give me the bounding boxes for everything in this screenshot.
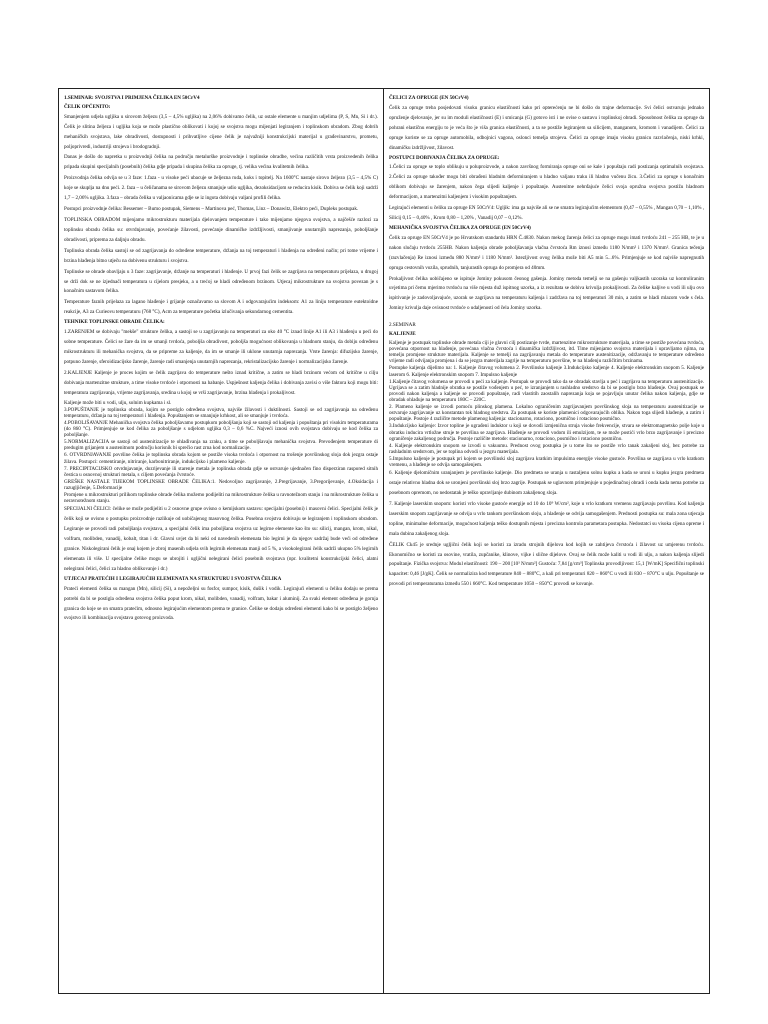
right-paragraph: 7. Kaljenje laserskim snopom: koristi vrlo visoke gustoće energije od 10 do 10⁹ W/cm², koje u vrlo kratkom vremenu zagrijavaju površinu. Kod kaljenja laserskim snopom zagrijavanje se odvija u vrlo tankom površinskom sloju, a hlađenje se odvija samogašenjem. Prednosti postupka su: mala zona utjecaja topline, minimalne deformacije, mogućnost kaljenja teško dostupnih mjesta i precizna kontrola parametara postupka. Nedostatci su visoka cijena opreme i mala dubina zakaljenog sloja. xyxy=(389,500,704,537)
right-paragraph: Kaljenje je postupak toplinske obrade metala ciji je glavni cilj postizanje tvrde, martenzitne mikrostrukture materijala, a time se postiže povećana tvrdoća, povećana otpornost na hlađenje, povećana vlačna čvrstoća i dinamička izdržljivost, itd. Time mijenjamo svojstva materijala i upravljamo njima, na temelju promjene strukture materijala. Kaljenje se temelji na zagrijavanju metala do temperature austenitizacije, održavanju te temperature određeno vrijeme radi odvijanja promjena i da se jezgra materijala zagrije na temperaturu površine, te na hlađenju različitim brzinama. xyxy=(389,339,704,365)
left-paragraph: Toplinska obrada čelika sastoji se od zagrijavanja do određene temperature, držanja na toj temperaturi i hlađenja na određeni način; pri tome vrijeme i brzina hlađenja bitno utječu na dobivenu strukturu i svojstva. xyxy=(64,247,378,264)
left-heading: ČELIK OPĆENITO: xyxy=(64,103,111,110)
left-paragraph: Prateći elementi čelika su mangan (Mn), silicij (Si), a nepoželjni su fosfor, sumpor, kisik, dušik i vodik. Legirajući elementi u čeliku dodaju se prema potrebi da bi se postigla određena svojstva čelika poput krom, nikal, molibden, vanadij, volfram, bakar i aluminij. Za svaki element određena je gornja granica do koje se on smatra pratećim, odnosno legirajućim elementom prema te granice. Čelike se dodaju određeni elementi kako bi se postiglo željeno svojstvo ili kombinacija svojstava gotovog proizvoda. xyxy=(64,585,378,622)
right-paragraph: Čelik za opruge treba posjedovati visoku granicu elastičnosti kako pri opterećenju ne bi došlo do trajne deformacije. Svi čelici ostvaruju jednako opruženje djelovanje, jer su im moduli elastičnosti (E) i smicanja (G) gotovo isti i ne ovise o sastavu i toplinskoj obradi. Sposobnost čelika za opruge da pohrani elastičnu energiju to je veća što je viša granica elastičnosti, a ta se postiže legiranjem sa silicijem, manganom, kromom i vanadijem. Čelici za opruge koriste se za opruge automobila, odbojnici vagona, oslonci temelja strojeva. Čelici za opruge imaju visoku granicu razvlačenja, niski krhki, dinamičku izdržljivost, žilavost. xyxy=(389,104,704,151)
left-paragraph: 7. PRECIPITACIJSKO otvrdnjavanje, dozrijevanje ili starenje metala je toplinska obrada gdje se ostvaruje ujednačen fino disperziran raspored sitnih čestica u osnovnoj strukturi metala, s ciljem povećanja čvrstoće. xyxy=(64,465,378,478)
right-heading: POSTUPCI DOBIVANJA ČELIKA ZA OPRUGE: xyxy=(389,154,500,161)
right-heading: ČELICI ZA OPRUGE (EN 50CrV4) xyxy=(389,95,469,101)
left-heading: TEHNIKE TOPLINSKE OBRADE ČELIKA: xyxy=(64,319,165,326)
left-paragraph: Promjene u mikrostrukturi prilikom toplinske obrade čelika možemo podijeliti na mikrostrukture čelika u ravnotežnom stanju i na mikrostrukture čelika u neravnotežnom stanju. xyxy=(64,492,378,505)
left-paragraph: 5.NORMALIZACIJA se sastoji od austenitizacije te ohlađivanja na zraku, a time se poboljšavaju mehanička svojstva. Prevođenjem temperature di predugim grijanjem u austenitnom području korisnik bi sprečio rast zrna kod normalizacije. xyxy=(64,439,378,452)
right-paragraph: 2.SEMINAR xyxy=(389,322,416,329)
left-paragraph: 2.KALJENJE Kaljenje je proces kojim se čelik zagrijava do temperature nešto iznad kritične, a zatim se hladi brzinom većom od kritične u cilju dobivanja martenzitne strukture, a time visoke tvrdoće i otpornosti na habanje. Uspješnost kaljenja čelika i dobivanja zavisi o više faktora koji mogu biti: temperatura zagrijavanja, vrijeme zagrijavanja, sredina u kojoj se vrši zagrijavanje, brzina hlađenja i prokaljivost. xyxy=(64,369,378,396)
left-paragraph: Temperature faznih prijelaza za lagano hlađenje i grijanje označavamo sa slovom A i odgovarajućim indeksom: A1 za liniju temperature eutektoidne reakcije, A3 za Curieovu temperaturu (768 °C), Acm za temperature početka izlučivanja sekundarnog cementita. xyxy=(64,299,378,316)
right-paragraph: Prokaljivost čelika uobičajeno se ispituje Jominy pokusom čeonog gašenja. Jominy metoda temelji se na gašenju valjkastih uzoraka uz kontroliranim uvjetima pri čemu mjerimo tvrdoću na više mjesta duž ispitnog uzorka, a iz rezultata se dobiva krivulja prokaljivosti. Za čelike kaljive u vodi ili ulju ovo ispitivanje je zadovoljavajuće, uzorak se zagrijava na temperaturu kaljenja i zadržava na toj temperaturi 30 min, a zatim se hladi mlazom vode s čela. Jominy krivulja daje ovisnost tvrdoće o udaljenosti od čela Jominy uzorka. xyxy=(389,275,704,312)
right-paragraph: ČELIK Ck45 je srednje ugljični čelik koji se koristi za izradu strojnih dijelova kod kojih se zahtijeva čvrstoća i žilavost uz umjerenu tvrdoću. Ekonomično se koristi za osovine, vratila, zupčanike, klinove, vijke i slične dijelove. Ovaj se čelik može kaliti u vodi ili ulju, a nakon kaljenja slijedi popuštanje. Fizička svojstva: Modul elastičnosti: 190 – 200 [10³ N/mm²] Gustoća: 7,84 [g/cm³] Toplinska provodljivost: 15,1 [W/mK] Specifični toplinski kapacitet: 0,46 [J/gK]. Čelik se normalizira kod temperature 840 – 880°C, a kali pri temperaturi 820 – 860°C u vodi ili 830 – 870°C u ulju. Popuštanje se provodi pri temperaturama između 550 i 660°C. Kod temperature 1050 – 850°C provodi se kovanje. xyxy=(389,541,704,588)
right-paragraph: Legirajući elementi u čeliku za opruge EN 50CrV4: Ugljik: ima ga najviše ali se ne smatra legirajućim elementom (0,47 – 0,55% , Mangan 0,70 – 1,10% , Silicij 0,15 – 0,40% , Krom 0,80 – 1,20% , Vanadij 0,07 – 0,12%. xyxy=(389,205,704,221)
left-paragraph: Kaljenje može biti u vodi, ulju, solnim kupkama i sl. xyxy=(64,399,172,406)
left-paragraph: 1.ZARENJEM se dobivaju "mekše" strukture čelika, a sastoji se u zagrijavanju na temperaturi za oko 40 °C iznad linije A1 ili A3 i hlađenju u peći do sobne temperature. Čelici se žare da im se smanji tvrdoća, poboljša obradivost, poboljša mogućnost oblikovanja u hladnom stanju, da dobiju određenu mikrostrukturu ili mehanička svojstva, da se pripreme za kaljenje, da im se smanje ili uklone unutarnja naprezanja. Vrste žarenja: difuzijsko žarenje, potpuno žarenje, sferoidizacijsko žarenje, žarenje radi smanjenja unutarnjih naprezanja, rekristalizacijsko žarenje i normalizacijsko žarenje. xyxy=(64,329,378,365)
right-spacer xyxy=(389,315,704,322)
left-paragraph: TOPLINSKA OBRADOM mijenjamo mikrostrukturu materijala djelovanjem temperature i tako mijenjamo njegova svojstva, a najčešće razlozi za toplinsku obradu čelika su: otvrdnjavanje, povećanje žilavosti, povećanje dinamičke izdržljivosti, smanjivanje unutarnjih naprezanja, poboljšanje obradivosti, priprema za daljnju obradu. xyxy=(64,217,378,243)
right-paragraph: 4. Kaljenje elektronskim snopom se izvodi u vakuumu. Prednost ovog postupka je u tome što se postiže vrlo tanak zakaljeni sloj, bez potrebe za rashladnim sredstvom, jer se toplina odvodi u jezgru materijala. xyxy=(389,442,704,455)
right-column xyxy=(384,89,709,993)
right-paragraph: 3.Indukcijsko kaljenje: Izvor topline je ugrađeni induktor u koji se dovodi izmjenična struja visoke frekvencije, stvara se elektromagnetsko polje koje u obratku inducira vrtložne struje te površina se zagrijava. Hlađenje se provodi vodom ili emulzijom, te se može postići vrlo brzo zagrijavanje i precizno ograničenje zakaljenog područja. Postoje različite metode: stacionarno, rotaciono, posmično i rotaciono posmično. xyxy=(389,423,704,442)
right-paragraph: 5.Impulsno kaljenje je postupak pri kojem se površinski sloj zagrijava kratkim impulsima energije visoke gustoće. Površina se zagrijava u vrlo kratkom vremenu, a hlađenje se odvija samogašenjem. xyxy=(389,455,704,469)
right-paragraph: 2. Plameno kaljenje se izvodi pomoću plinskog plamena. Lokalno ograničenim zagrijavanjem površinskog sloja na temperaturu austenitizacije se ostvaruje zagrijavanje uz konstantan tok hladnog sredstva. Za postupak se koriste plamenici odgovarajućih oblika. Nakon toga slijedi hlađenje, a zatim i popuštanje. Postoje 4 različite metode plamenog kaljenja: stacionarno, rotaciono, posmično i rotaciono posmično. xyxy=(389,404,704,423)
left-paragraph: Postupci proizvodnje čelika: Bessemer – Bumo postupak, Siemens – Martinova peć, Thomas, Linz – Donawitz, Elektro peći, Dupleks postupak. xyxy=(64,206,359,213)
left-paragraph: Toplinske se obrade obavljaju u 3 faze: zagrijavanje, držanje na temperaturi i hlađenje. U prvoj fazi čelik se zagrijava na temperaturu prijelaza, u drugoj se drži dok se ne izjednači temperatura u cijelom presjeku, a u trećoj se hladi određenom brzinom. Utjecaj mikrostrukture na svojstva povezan je s konačnim sastavom čelika. xyxy=(64,268,378,295)
right-paragraph: 1.Čelici za opruge se toplo oblikuju u poluproizvode, a nakon završnog formiranja opruge oni se kale i popuštaju radi postizanja optimalnih svojstava. 2.Čelici za opruge također mogu biti obrađeni hladnim deformiranjem u hladno valjanu traku ili hladno vučenu žicu. 3.Čelici za opruge s konačnim oblikom dobivaju se žarenjem, nakon čega slijedi kaljenje i popuštanje. Austenitne nehrđajuće čelici svoja opružna svojstva postižu hladnom deformacijom, a martenzitni kaljenjem i visokim popuštanjem. xyxy=(389,164,704,201)
left-paragraph: GREŠKE NASTALE TIJEKOM TOPLINSKE OBRADE ČELIKA:1. Nedovoljno zagrijavanje, 2.Pregrijavanje, 3.Pregorijevanje, 4.Oksidacija i razugljičenje, 5.Deformacije xyxy=(64,478,378,491)
right-heading: MEHANIČKA SVOJSTVA ČELIKA ZA OPRUGE (EN 50CrV4) xyxy=(389,224,531,231)
left-heading: 1.SEMINAR: SVOJSTVA I PRIMJENA ČELIKA EN 50CrV4 xyxy=(64,95,200,101)
right-paragraph: 1.Kaljenje čitavog volumena se provodi u peći za kaljenje. Postupak se provodi tako da se obradak stavlja u peć i zagrijava na temperaturu austenitizacije. Ugrijava se a zatim hladnije obratka se postiže vođenjem u peć, te izranjanjem u rashladno sredstvo da bi se postiglo brzo hlađenje. Ovaj postupak se provodi nakon kaljenja a kaljenje se provodi popuštanje, radi vlastitih zaostalih naprezanja koja se pojavljuju unutar čelika nakon kaljenja, gdje se obradak ohlađuje na temperaturu 180C – 220C. xyxy=(389,378,704,403)
left-heading: UTJECAJ PRATEĆIH I LEGIRAJUĆIH ELEMENATA NA STRUKTURU I SVOJSTVA ČELIKA xyxy=(64,575,282,582)
left-paragraph: 3.POPUŠTANJE je toplinska obrada, kojim se postiglo određena svojstva, najviše žilavosti i duktilnosti. Sastoji se od zagrijavanja na određenu temperaturu, držanja na toj temperaturi i hlađenja. Popuštanjem se smanjuje krhkost, ali se smanjuje i tvrdoća. xyxy=(64,406,378,419)
left-paragraph: Danas je došlo do napretka u proizvodnji čelika na području metalurške proizvodnje i toplinske obradbe, većina različitih vrsta proizvedenih čelika pripada skupini specijalnih (posebnih) čelika gdje pripada i skupina čelika za opruge, tj. velika većina kvalitetnih čelika. xyxy=(64,154,378,171)
right-paragraph: Postupke kaljenja dijelimo na: 1. Kaljenje čitavog volumena 2. Površinsko kaljenje 3.Indukcijsko kaljenje 4. Kaljenje elektronskim snopom 5. Kaljenje laserom 6. Kaljenje elektronskim snopom 7. Impulsno kaljenje xyxy=(389,365,704,378)
left-paragraph: 6. OTVRDNJAVANJE površine čelika je toplinska obrada kojom se postiže visoka tvrdoća i otpornost na trošenje površinskog sloja dok jezgra ostaje žilava. Postupci: cementiranje, nitriranje, karbonitriranje, indukcijsko i plameno kaljenje. xyxy=(64,452,378,465)
left-paragraph: 4.POBOLJŠAVANJE Mehanička svojstva čelika poboljšavamo postupkom poboljšanja koji se sastoji od kaljenja i popuštanja pri visokim temperaturama (do 860 °C). Primjenjuje se kod čelika za poboljšanje s udjelom ugljika 0,3 – 0,6 %C. Najveći iznosi ovih svojstava dobivaju se kod čelika za poboljšanje. xyxy=(64,419,378,439)
left-column xyxy=(59,89,384,993)
right-paragraph: 6. Kaljenje djelomičnim uranjanjem je površinsko kaljenje. Dio predmeta se uranja u rastaljenu solnu kupku a kada se uroni u kupku jezgra predmeta ostaje relativno hladna dok se uronjeni površinski sloj brzo zagrije. Postupak se uglavnom primjenjuje u pojedinačnoj obradi i onda kada nema potrebe za posebnom opremom, no nedostatak je teško upravljanje dubinom zakaljenog sloja. xyxy=(389,470,704,496)
left-paragraph: Smanjenjem udjela ugljika u sirovom željezu (3,5 – 4,5% ugljika) na 2,06% dobivamo čelik, uz ostale elemente u manjim udjelima (P, S, Mn, Si i dr.). Čelik je slitina željeza i ugljika koja se može plastično oblikovati i kojoj se svojstva mogu mijenjati legiranjem i toplinskom obradom. Zbog dobrih mehaničkih svojstava, lake obradivosti, dostupnosti i prihvatljive cijene čelik je najvažniji konstrukcijski materijal u građevinarstvu, prometu, poljoprivredi, industriji strojeva i brodogradnji. xyxy=(64,113,378,150)
left-paragraph: Proizvodnja čelika odvija se u 3 faze: 1.faza - u visoke peći ubacuje se željezna ruda, koks i topitelj. Na 1600°C nastaje sirovo željezo (3,5 – 4,5% C) koje se skuplja na dnu peći. 2. faza – u čeličanama se sirovom željezu smanjuje udio ugljika, dezoksidacijom se reducira kisik. Dobiva se čelik koji sadrži 1,7 – 2,06% ugljika. 3.faza – obrada čelika u valjaonicama gdje se iz ingota dobivaju valjani profili čelika. xyxy=(64,175,378,202)
right-heading: KALJENJE xyxy=(389,331,416,338)
document-page xyxy=(58,88,710,994)
left-paragraph: SPECIJALNI ČELICI: čelike se može podijeliti u 2 osnovne grupe ovisno o kemijskom sastavu: specijalni (posebni) i masovni čelici. Specijalni čelik je čelik koji se ovisno o postupku proizvodnje razlikuje od uobičajenog masovnog čelika. Posebna svojstva dobivaju se legiranjem i toplinskom obradom. Legiranje se provodi radi poboljšanja svojstava, a specijalni čelik ima poboljšana svojstva uz legirne elemente kao što su: silicij, mangan, krom, nikal, volfram, molibden, vanadij, kobalt, titan i dr. Glavni uvjet da bi neki od navedenih elemenata bio legirni je da njegov sadržaj bude veći od određene granice. Niskolegirani čelik je onaj kojem je zbroj masenih udjela svih legirnih elemenata manji od 5 %, a visokolegirani čelik sadrži ukupno 5% legirnih elemenata ili više. U specijalne čelike mogu se ubrojiti i ugljični nelegirani čelici posebnih svojstava (npr. kvalitetni konstrukcijski čelici, alatni nelegirani čelici, čelici za hladno oblikovanje i dr.) xyxy=(64,506,378,572)
right-paragraph: Čelik za opruge EN 50CrV4 je po Hrvatskom standardu HRN Č.4830. Nakon mekog žarenja čelici za opruge mogu imati tvrdoću 241 – 255 HB, te je u nakon slučaju tvrdoću 255HB. Nakon kaljenja obrade poboljšavanja vlačna čvrstoća Rm iznosi između 1180 N/mm² i 1370 N/mm². Granica tečenja (razvlačenja) Re iznosi između 880 N/mm² i 1180 N/mm². Istezljivost ovog čelika može biti A5 min 5...6%. Primjenjuje se kod najviše napregnutih opruga cestovnih vozila, sprudnih, tanjurastih opruga do promjera od 40mm. xyxy=(389,234,704,271)
